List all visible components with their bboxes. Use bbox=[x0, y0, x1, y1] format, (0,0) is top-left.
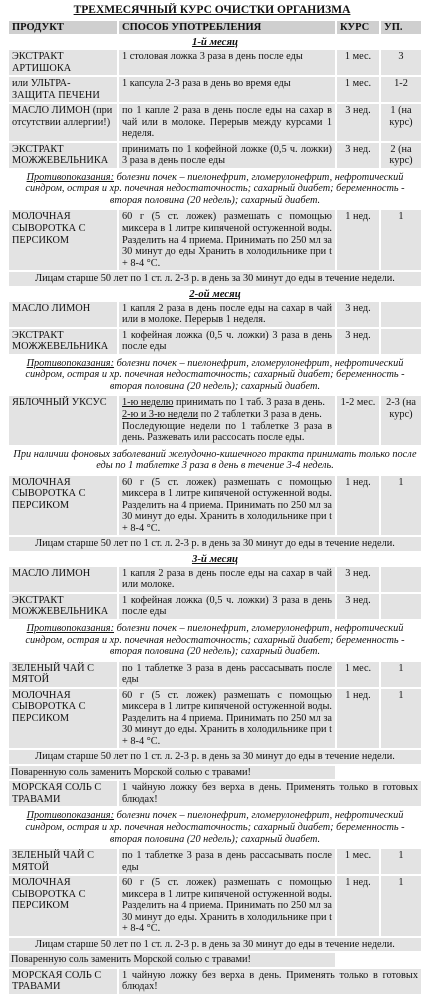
contra-text: болезни почек – пиелонефрит, гломерулонефрит, нефротический синдром, острая и хр. почечная недостаточность; сахарный диабет; беременность - вторая половина (20 недель); сахарный диабет. bbox=[25, 623, 405, 658]
week-1-text: принимать по 1 таб. 3 раза в день. bbox=[173, 397, 325, 409]
up-cell: 1 bbox=[381, 689, 421, 749]
product-cell: МОРСКАЯ СОЛЬ С ТРАВАМИ bbox=[9, 969, 117, 994]
product-cell: МОЛОЧНАЯ СЫВОРОТКА С ПЕРСИКОМ bbox=[9, 476, 117, 536]
table-row bbox=[9, 396, 421, 444]
usage-cell bbox=[119, 396, 335, 444]
usage-cell: 1 кофейная ложка (0,5 ч. ложки) 3 раза в день после еды bbox=[119, 594, 335, 619]
table-row bbox=[9, 594, 421, 619]
usage-cell: по 1 капле 2 раза в день после еды на сахар в чай или в молоке. Перерыв между курсами 1 неделя. bbox=[119, 104, 335, 141]
usage-cell: 1 капля 2 раза в день после еды на сахар в чай или молоке. bbox=[119, 567, 335, 592]
up-cell bbox=[381, 302, 421, 327]
up-cell: 1-2 bbox=[381, 77, 421, 102]
usage-cell: 1 капля 2 раза в день после еды на сахар в чай или в молоке. Перерыв 1 неделя. bbox=[119, 302, 335, 327]
elderly-note: Лицам старше 50 лет по 1 ст. л. 2-3 р. в день за 30 минут до еды в течение недели. bbox=[9, 938, 421, 952]
table-row bbox=[9, 143, 421, 168]
usage-cell: по 1 таблетке 3 раза в день рассасывать после еды bbox=[119, 662, 335, 687]
up-cell: 1 bbox=[381, 876, 421, 936]
course-cell: 1 нед. bbox=[337, 876, 379, 936]
course-cell: 3 нед. bbox=[337, 329, 379, 354]
table-row bbox=[9, 329, 421, 354]
course-cell: 3 нед. bbox=[337, 143, 379, 168]
course-table bbox=[7, 19, 422, 996]
table-row bbox=[9, 849, 421, 874]
product-cell: ЯБЛОЧНЫЙ УКСУС bbox=[9, 396, 117, 444]
course-cell: 1 мес. bbox=[337, 662, 379, 687]
table-row bbox=[9, 969, 421, 994]
week-2-3-label: 2-ю и 3-ю недели bbox=[122, 408, 199, 420]
course-cell: 3 нед. bbox=[337, 567, 379, 592]
usage-cell: 1 чайную ложку без верха в день. Применять только в готовых блюдах! bbox=[119, 969, 421, 994]
usage-cell: 60 г (5 ст. ложек) размешать с помощью миксера в 1 литре кипяченой остуженной воды. Разделить на 4 приема. Принимать по 250 мл за 30 минут до еды Хранить в холодильнике при t + 8-4 °С. bbox=[119, 210, 335, 270]
up-cell: 1 bbox=[381, 210, 421, 270]
contra-text: болезни почек – пиелонефрит, гломерулонефрит, нефротический синдром, острая и хр. почечная недостаточность; сахарный диабет; беременность - вторая половина (20 недель); сахарный диабет. bbox=[25, 171, 405, 206]
month-2-header: 2-ой месяц bbox=[189, 287, 241, 300]
product-cell: ЗЕЛЕНЫЙ ЧАЙ С МЯТОЙ bbox=[9, 849, 117, 874]
contra-label: Противопоказания: bbox=[26, 810, 115, 822]
course-cell: 1 нед. bbox=[337, 210, 379, 270]
elderly-note: Лицам старше 50 лет по 1 ст. л. 2-3 р. в день за 30 минут до еды в течение недели. bbox=[9, 750, 421, 764]
table-row bbox=[9, 662, 421, 687]
usage-cell: принимать по 1 кофейной ложке (0,5 ч. ложки) 3 раза в день после еды bbox=[119, 143, 335, 168]
usage-cell: 1 столовая ложка 3 раза в день после еды bbox=[119, 50, 335, 75]
document-title: ТРЕХМЕСЯЧНЫЙ КУРС ОЧИСТКИ ОРГАНИЗМА bbox=[73, 4, 351, 16]
product-cell: МАСЛО ЛИМОН (при отсутствии аллергии!) bbox=[9, 104, 117, 141]
table-header bbox=[9, 21, 421, 34]
course-cell: 1 мес. bbox=[337, 50, 379, 75]
course-cell: 1 мес. bbox=[337, 77, 379, 102]
contra-label: Противопоказания: bbox=[26, 623, 115, 635]
contraindications-note bbox=[9, 621, 421, 660]
contraindications-note bbox=[9, 170, 421, 209]
up-cell: 1 bbox=[381, 662, 421, 687]
contra-text: болезни почек – пиелонефрит, гломерулонефрит, нефротический синдром, острая и хр. почечная недостаточность; сахарный диабет; беременность - вторая половина (20 недель); сахарный диабет. bbox=[25, 357, 405, 392]
header-usage: СПОСОБ УПОТРЕБЛЕНИЯ bbox=[119, 21, 335, 34]
contraindications-note bbox=[9, 356, 421, 395]
table-row bbox=[9, 104, 421, 141]
product-cell: МОРСКАЯ СОЛЬ С ТРАВАМИ bbox=[9, 781, 117, 806]
product-cell: ЗЕЛЕНЫЙ ЧАЙ С МЯТОЙ bbox=[9, 662, 117, 687]
course-cell: 3 нед. bbox=[337, 594, 379, 619]
table-row bbox=[9, 476, 421, 536]
course-cell: 3 нед. bbox=[337, 302, 379, 327]
salt-note: Поваренную соль заменить Морской солью с травами! bbox=[9, 953, 421, 967]
header-product: ПРОДУКТ bbox=[9, 21, 117, 34]
product-cell: МОЛОЧНАЯ СЫВОРОТКА С ПЕРСИКОМ bbox=[9, 689, 117, 749]
course-cell: 1 нед. bbox=[337, 476, 379, 536]
up-cell: 3 bbox=[381, 50, 421, 75]
usage-cell: по 1 таблетке 3 раза в день рассасывать после еды bbox=[119, 849, 335, 874]
product-cell: МОЛОЧНАЯ СЫВОРОТКА С ПЕРСИКОМ bbox=[9, 876, 117, 936]
up-cell bbox=[381, 329, 421, 354]
up-cell bbox=[381, 567, 421, 592]
week-1-label: 1-ю неделю bbox=[122, 397, 174, 409]
product-cell: ЭКСТРАКТ МОЖЖЕВЕЛЬНИКА bbox=[9, 329, 117, 354]
table-row bbox=[9, 689, 421, 749]
up-cell bbox=[381, 594, 421, 619]
elderly-note: Лицам старше 50 лет по 1 ст. л. 2-3 р. в день за 30 минут до еды в течение недели. bbox=[9, 272, 421, 286]
product-cell: ЭКСТРАКТ АРТИШОКА bbox=[9, 50, 117, 75]
table-row bbox=[9, 781, 421, 806]
month-1-header: 1-й месяц bbox=[191, 36, 239, 48]
header-course: КУРС bbox=[337, 21, 379, 34]
contra-label: Противопоказания: bbox=[26, 171, 115, 183]
rest-text: Последующие недели по 1 таблетке 3 раза в день. Разжевать или рассосать после еды. bbox=[122, 420, 332, 444]
product-cell: ЭКСТРАКТ МОЖЖЕВЕЛЬНИКА bbox=[9, 594, 117, 619]
usage-cell: 1 кофейная ложка (0,5 ч. ложки) 3 раза в день после еды bbox=[119, 329, 335, 354]
contra-label: Противопоказания: bbox=[26, 357, 115, 369]
product-cell: МАСЛО ЛИМОН bbox=[9, 567, 117, 592]
week-2-3-text: по 2 таблетки 3 раза в день. bbox=[198, 408, 322, 420]
product-cell: МАСЛО ЛИМОН bbox=[9, 302, 117, 327]
course-cell: 1-2 мес. bbox=[337, 396, 379, 444]
table-row bbox=[9, 77, 421, 102]
usage-cell: 60 г (5 ст. ложек) размешать с помощью миксера в 1 литре кипяченой остуженной воды. Разделить на 4 приема. Принимать по 250 мл за 30 минут до еды. Хранить в холодильнике при t + 8-4 °С. bbox=[119, 876, 335, 936]
table-row bbox=[9, 876, 421, 936]
product-cell: или УЛЬТРА-ЗАЩИТА ПЕЧЕНИ bbox=[9, 77, 117, 102]
up-cell: 1 (на курс) bbox=[381, 104, 421, 141]
table-row bbox=[9, 567, 421, 592]
course-cell: 3 нед. bbox=[337, 104, 379, 141]
up-cell: 2-3 (на курс) bbox=[381, 396, 421, 444]
product-cell: ЭКСТРАКТ МОЖЖЕВЕЛЬНИКА bbox=[9, 143, 117, 168]
elderly-note: Лицам старше 50 лет по 1 ст. л. 2-3 р. в день за 30 минут до еды в течение недели. bbox=[9, 537, 421, 551]
contra-text: болезни почек – пиелонефрит, гломерулонефрит, нефротический синдром, острая и хр. почечная недостаточность; сахарный диабет; беременность - вторая половина (20 недель); сахарный диабет. bbox=[25, 810, 405, 845]
month-3-header: 3-й месяц bbox=[191, 552, 239, 565]
header-up: УП. bbox=[381, 21, 421, 34]
usage-cell: 1 чайную ложку без верха в день. Применять только в готовых блюдах! bbox=[119, 781, 421, 806]
usage-cell: 60 г (5 ст. ложек) размешать с помощью миксера в 1 литре кипяченой остуженной воды. Разделить на 4 приема. Принимать по 250 мл за 30 минут до еды. Хранить в холодильнике при t + 8-4 °С. bbox=[119, 689, 335, 749]
table-row bbox=[9, 210, 421, 270]
contraindications-note bbox=[9, 808, 421, 847]
gi-note: При наличии фоновых заболеваний желудочно-кишечного тракта принимать только после еды по 1 таблетке 3 раза в день в течение 3-4 недель. bbox=[13, 448, 417, 472]
usage-cell: 60 г (5 ст. ложек) размешать с помощью миксера в 1 литре кипяченой остуженной воды. Разделить на 4 приема. Принимать по 250 мл за 30 минут до еды. Хранить в холодильнике при t + 8-4 °С. bbox=[119, 476, 335, 536]
salt-note: Поваренную соль заменить Морской солью с травами! bbox=[9, 766, 421, 780]
table-row bbox=[9, 302, 421, 327]
table-row bbox=[9, 50, 421, 75]
up-cell: 1 bbox=[381, 476, 421, 536]
up-cell: 1 bbox=[381, 849, 421, 874]
course-cell: 1 нед. bbox=[337, 689, 379, 749]
product-cell: МОЛОЧНАЯ СЫВОРОТКА С ПЕРСИКОМ bbox=[9, 210, 117, 270]
course-cell: 1 мес. bbox=[337, 849, 379, 874]
up-cell: 2 (на курс) bbox=[381, 143, 421, 168]
usage-cell: 1 капсула 2-3 раза в день во время еды bbox=[119, 77, 335, 102]
